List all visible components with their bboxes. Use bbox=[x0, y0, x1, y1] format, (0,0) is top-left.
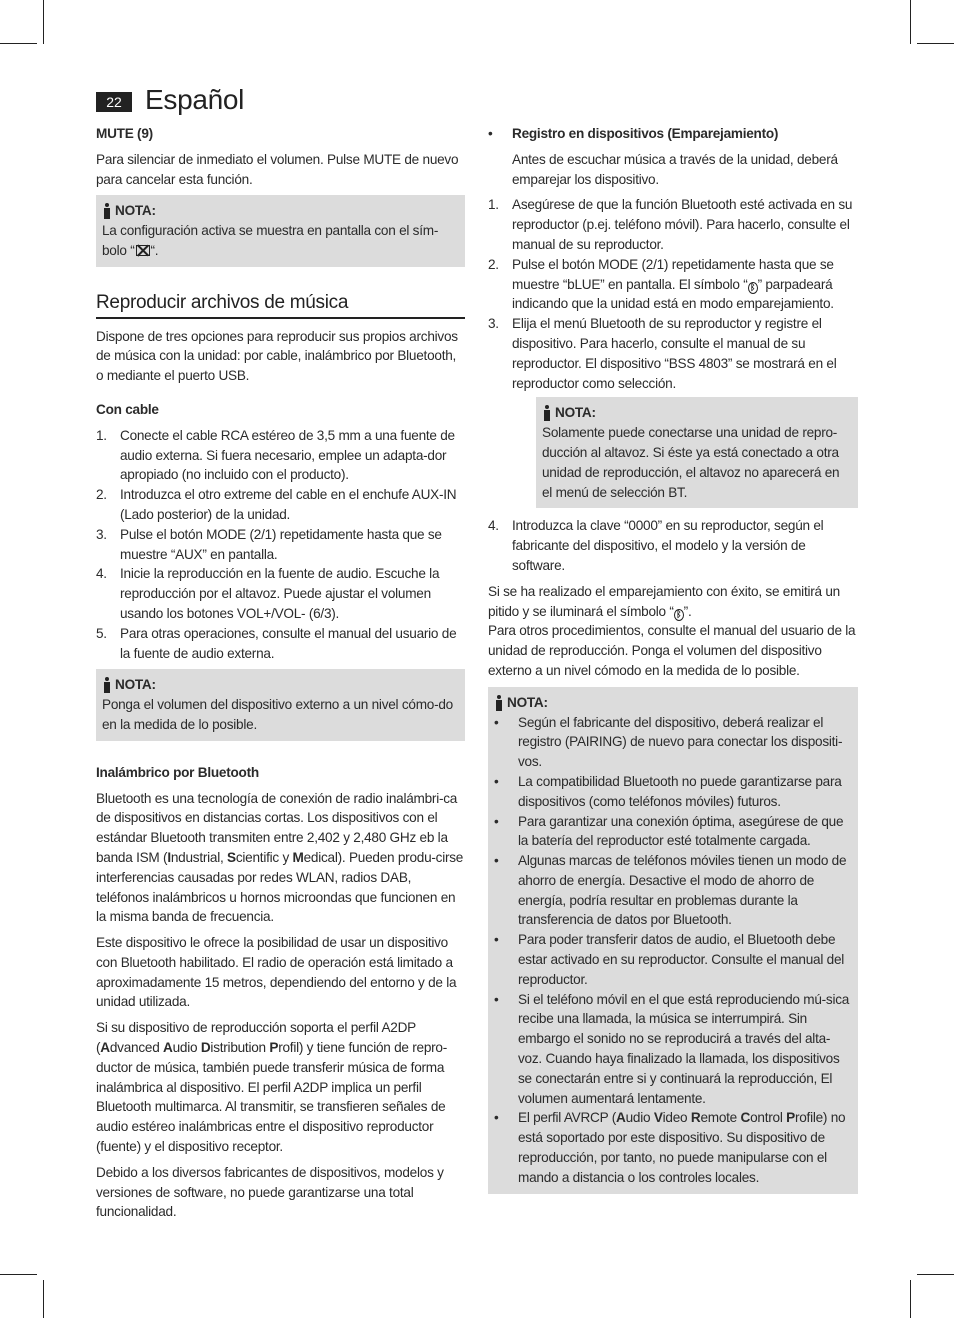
list-item: • Algunas marcas de teléfonos móviles tienen un modo de ahorro de energía. Desactive el modo de ahorro de energía, podría resultar en problemas durante la transferencia de datos por Bluetooth. bbox=[494, 853, 847, 928]
note-label: NOTA: bbox=[115, 203, 156, 219]
page-number: 22 bbox=[96, 92, 132, 112]
info-icon bbox=[102, 203, 112, 219]
list-item: 3. Elija el menú Bluetooth de su reproductor y registre el dispositivo. Para hacerlo, consulte el manual de su reproductor. El dispositivo “BSS 4803” se mostrará en el reproductor como selección. bbox=[488, 316, 837, 391]
list-item: 5. Para otras operaciones, consulte el manual del usuario de la fuente de audio externa. bbox=[96, 625, 457, 661]
note-box bbox=[96, 669, 465, 740]
crop-mark bbox=[43, 0, 44, 44]
list-item: 2. Pulse el botón MODE (2/1) repetidamente hasta que se muestre “bLUE” en pantalla. El símbolo “ ᛒ ” parpadeará indicando que la unidad está en modo emparejamiento. bbox=[488, 256, 834, 312]
bluetooth-heading: Inalámbrico por Bluetooth bbox=[96, 764, 259, 780]
note-box bbox=[96, 195, 465, 266]
list-item: • Registro en dispositivos (Emparejamiento) bbox=[488, 124, 858, 144]
crop-mark bbox=[917, 1274, 954, 1275]
list-item: 4. Introduzca la clave “0000” en su reproductor, según el fabricante del dispositivo, el modelo y la versión de software. bbox=[488, 518, 824, 573]
note-box bbox=[488, 687, 858, 1194]
list-item: 1. Conecte el cable RCA estéreo de 3,5 mm a una fuente de audio externa. Si fuera necesario, emplee un adapta-dor apropiado (no incluido con el producto). bbox=[96, 427, 455, 483]
other-text: Para otros procedimientos, consulte el manual del usuario de la unidad de reproducción. Ponga el volumen del dispositivo externo a un nivel cómodo en la medida de lo posible. bbox=[488, 623, 856, 678]
list-item: 3. Pulse el botón MODE (2/1) repetidamente hasta que se muestre “AUX” en pantalla. bbox=[96, 526, 442, 562]
list-item: • El perfil AVRCP (Audio Video Remote Control Profile) no está soportado por este dispositivo. Su dispositivo de reproducción, por tanto, no puede manipularse con el mando a distancia o los controles locales. bbox=[494, 1110, 846, 1185]
crop-mark bbox=[0, 43, 37, 44]
note-label: NOTA: bbox=[115, 677, 156, 693]
info-icon bbox=[102, 677, 112, 693]
pairing-intro: Antes de escuchar música a través de la unidad, deberá emparejar los dispositivo. bbox=[512, 151, 838, 187]
crop-mark bbox=[910, 1280, 911, 1318]
note-box bbox=[536, 397, 858, 508]
list-item: • Si el teléfono móvil en el que está reproduciendo mú-sica recibe una llamada, la música se interrumpirá. Sin embargo el sonido no se reproducirá a través del alta-voz. Cuando haya finalizado la llamada, los dispositivos se conectarán entre si y continuará la reproducción, El volumen aumentará lentamente. bbox=[494, 991, 850, 1106]
bluetooth-paragraph: Debido a los diversos fabricantes de dispositivos, modelos y versiones de software, no puede garantizarse una total funcionalidad. bbox=[96, 1164, 444, 1220]
crop-mark bbox=[910, 0, 911, 44]
list-item: 2. Introduzca el otro extreme del cable en el enchufe AUX-IN (Lado posterior) de la unidad. bbox=[96, 487, 457, 522]
bluetooth-paragraph: Si su dispositivo de reproducción soporta el perfil A2DP (Advanced Audio Distribution Profil) y tiene función de repro-ductor de música, también puede transferir música de forma inalámbrica al dispositivo. El perfil A2DP implica un perfil Bluetooth multimarca. Al transmitir, se transfieren señales de audio estéreo inalámbricas entre el dispositivo reproductor (fuente) y el dispositivo receptor. bbox=[96, 1020, 448, 1155]
left-column bbox=[96, 124, 465, 1222]
bluetooth-symbol-icon: ᛒ bbox=[748, 282, 758, 294]
list-item: 1. Asegúrese de que la función Bluetooth esté activada en su reproductor (p.ej. teléfono móvil). Para hacerlo, consulte el manual de su reproductor. bbox=[488, 197, 853, 252]
list-item: • Para poder transferir datos de audio, el Bluetooth debe estar activado en su reproductor. Consulte el manual del reproductor. bbox=[494, 932, 845, 987]
page-title: Español bbox=[145, 84, 245, 115]
pairing-heading: Registro en dispositivos (Emparejamiento) bbox=[512, 126, 779, 141]
right-column bbox=[488, 124, 858, 1202]
cable-steps bbox=[96, 426, 465, 664]
info-icon bbox=[542, 405, 552, 421]
list-item: • Para garantizar una conexión óptima, asegúrese de que la batería del reproductor esté totalmente cargada. bbox=[494, 813, 844, 849]
note-label: NOTA: bbox=[555, 405, 596, 421]
success-text: Si se ha realizado el emparejamiento con éxito, se emitirá un pitido y se iluminará el símbolo “ ᛒ ”. bbox=[488, 583, 840, 619]
crop-mark bbox=[917, 43, 954, 44]
mute-text: Para silenciar de inmediato el volumen. Pulse MUTE de nuevo para cancelar esta función. bbox=[96, 151, 459, 187]
bluetooth-symbol-icon: ᛒ bbox=[674, 609, 684, 621]
intro-text: Dispone de tres opciones para reproducir sus propios archivos de música con la unidad: por cable, inalámbrico por Bluetooth, o mediante el puerto USB. bbox=[96, 328, 458, 384]
note-text: La configuración activa se muestra en pantalla con el sím-bolo “ “. bbox=[102, 223, 439, 258]
cable-heading: Con cable bbox=[96, 401, 159, 417]
mute-symbol-icon bbox=[136, 245, 150, 256]
list-item: 4. Inicie la reproducción en la fuente de audio. Escuche la reproducción por el altavoz. Puede ajustar el volumen usando los botones VOL+/VOL- (6/3). bbox=[96, 566, 440, 621]
mute-heading: MUTE (9) bbox=[96, 126, 153, 141]
note-list bbox=[494, 713, 852, 1188]
note-text: Ponga el volumen del dispositivo externo a un nivel cómo-do en la medida de lo posible. bbox=[102, 697, 453, 732]
info-icon bbox=[494, 695, 504, 711]
pairing-steps bbox=[488, 195, 858, 393]
bluetooth-paragraph: Este dispositivo le ofrece la posibilidad de usar un dispositivo con Bluetooth habilitado. El radio de operación está limitado a aproximadamente 15 metros, dependiendo del entorno y de la unidad utilizada. bbox=[96, 935, 457, 1010]
crop-mark bbox=[43, 1280, 44, 1318]
bluetooth-paragraph: Bluetooth es una tecnología de conexión de radio inalámbri-ca de dispositivos en distancias cortas. Los dispositivos con el estándar Bluetooth transmiten entre 2,402 y 2,480 GHz eb la banda ISM (Industrial, Scientific y Medical). Pueden produ-cirse interferencias causadas por redes WLAN, radios DAB, teléfonos inalámbricos u hornos microondas que funcionen en la misma banda de frecuencia. bbox=[96, 790, 464, 925]
list-item: • La compatibilidad Bluetooth no puede garantizarse para dispositivos (como teléfonos móviles) futuros. bbox=[494, 773, 842, 809]
list-item: • Según el fabricante del dispositivo, deberá realizar el registro (PAIRING) de nuevo para conectar los dispositi-vos. bbox=[494, 714, 843, 770]
note-label: NOTA: bbox=[507, 694, 548, 710]
note-text: Solamente puede conectarse una unidad de repro-ducción al altavoz. Si éste ya está conectado a otra unidad de reproducción, el altavoz no aparecerá en el menú de selección BT. bbox=[542, 425, 840, 500]
crop-mark bbox=[0, 1274, 37, 1275]
section-title: Reproducir archivos de música bbox=[96, 293, 465, 319]
